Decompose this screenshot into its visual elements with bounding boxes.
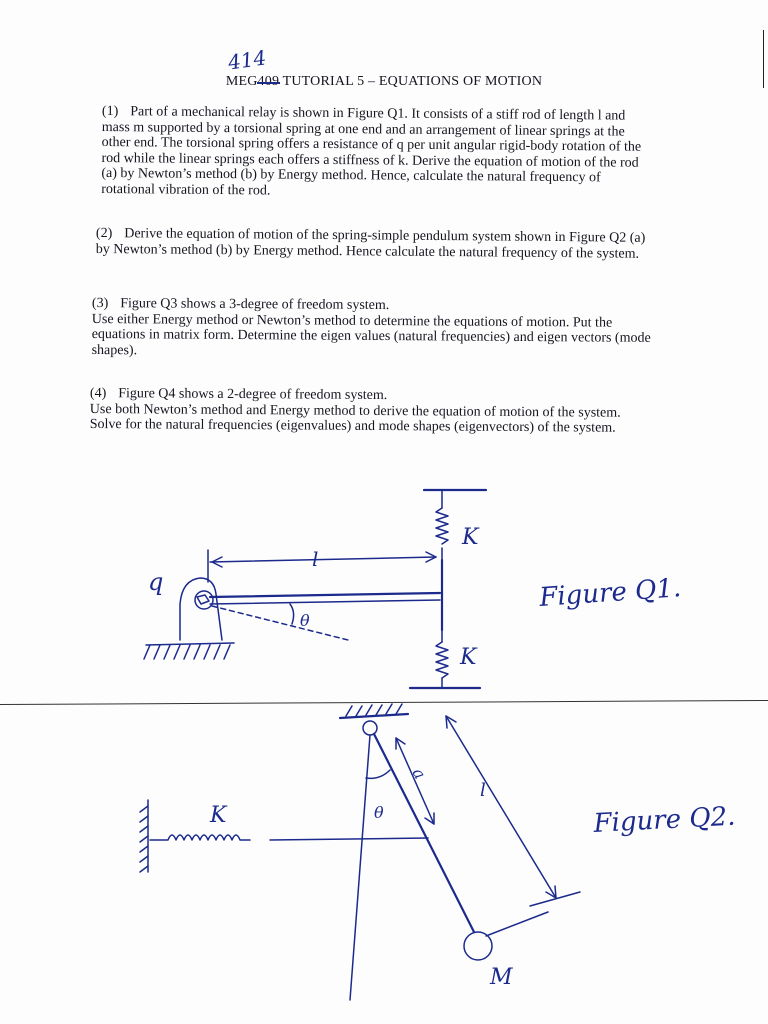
wall-hatching: [140, 806, 148, 872]
course-prefix: MEG: [225, 74, 258, 89]
top-spring-coil: [436, 508, 448, 544]
question-text: Figure Q4 shows a 2-degree of freedom system. Use both Newton’s method and Energy method to derive the equation of motion of the system. Solve for the natural frequencies (eigenvalues) and mode shapes (eigenvectors) of the system.: [89, 386, 621, 436]
question-number: (4): [89, 386, 107, 402]
ceiling-line: [340, 714, 408, 718]
length-dimension-line: [210, 557, 436, 562]
stiff-rod-edge: [210, 600, 440, 604]
pendulum-rod: [374, 734, 474, 932]
bob-extension-line: [486, 912, 548, 936]
theta-arc: [290, 604, 294, 624]
spring-link-line: [270, 838, 428, 840]
stiff-rod: [210, 593, 440, 597]
handwritten-course-number: 414: [226, 45, 268, 75]
label-k-top: K: [462, 525, 479, 550]
question-number: (1): [101, 104, 119, 120]
bottom-spring-coil: [436, 642, 448, 678]
label-theta-q2: θ: [374, 803, 384, 822]
label-k-bottom: K: [460, 645, 477, 670]
vertical-reference-line: [350, 735, 370, 1000]
label-theta: θ: [300, 611, 310, 630]
label-l: l: [312, 547, 319, 571]
question-number: (2): [95, 226, 113, 242]
question-text: Derive the equation of motion of the spring-simple pendulum system shown in Figure Q2 (a) by Newton’s method (b) by Energy method. Hence calculate the natural frequency of the system.: [95, 226, 646, 262]
label-k-q2: K: [210, 803, 227, 828]
pendulum-bob: [464, 932, 492, 960]
label-l-q2: l: [480, 780, 486, 801]
tutorial-title: TUTORIAL 5 – EQUATIONS OF MOTION: [282, 74, 543, 89]
figure-q1: [144, 490, 682, 688]
question-number: (3): [91, 296, 109, 312]
rotated-rod-line: [212, 606, 348, 640]
question-text: Figure Q3 shows a 3-degree of freedom system. Use either Energy method or Newton’s method to determine the equations of motion. Put the equations in matrix form. Determine the eigen values (natural frequencies) and eigen vectors (mode shapes).: [91, 296, 651, 358]
struck-course-number: 409: [257, 74, 280, 89]
label-q: q: [148, 568, 164, 596]
pendulum-pivot: [363, 721, 377, 735]
label-a: a: [408, 764, 430, 783]
question-text: Part of a mechanical relay is shown in Figure Q1. It consists of a stiff rod of length l and mass m supported by a torsional spring at one end and an arrangement of linear springs at the other end. The torsional spring offers a resistance of q per unit angular rigid-body rotation of the rod while the linear springs each offers a stiffness of k. Derive the equation of motion of the rod (a) by Newton’s method (b) by Energy method. Hence, calculate the natural frequency of rotational vibration of the rod.: [101, 104, 642, 198]
torsional-spring-icon: [197, 595, 209, 604]
label-m: M: [490, 965, 513, 990]
ground-hatching: [144, 645, 230, 659]
figure-q2: [140, 704, 736, 1000]
figure-q1-caption: Figure Q1.: [538, 573, 683, 613]
dimension-l-line: [446, 716, 556, 898]
theta-arc-q2: [366, 770, 390, 778]
linear-spring-coil: [150, 835, 250, 840]
figure-q2-caption: Figure Q2.: [592, 801, 737, 839]
pivot-pin: [195, 591, 213, 609]
